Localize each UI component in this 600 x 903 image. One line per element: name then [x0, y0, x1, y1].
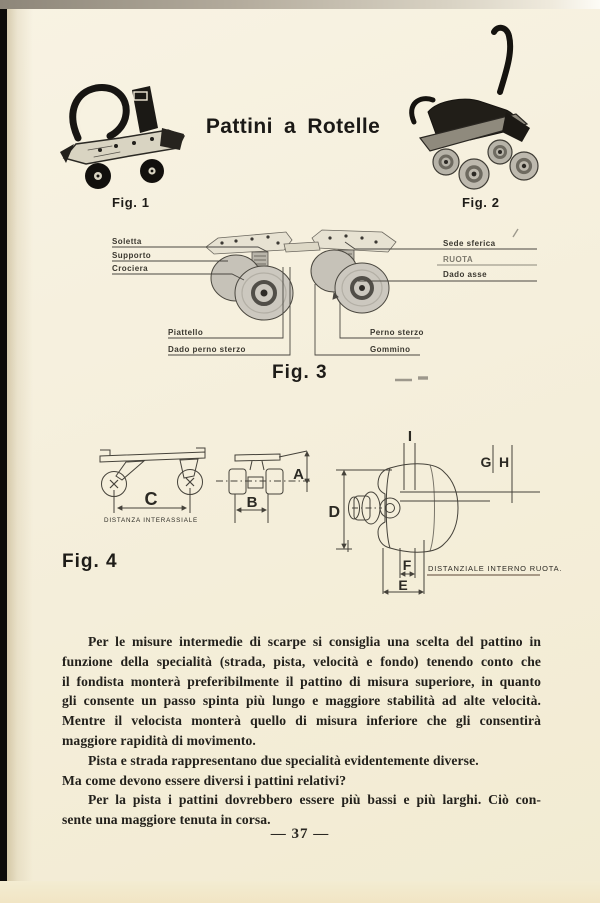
fig3-label-dado-perno-sterzo: Dado perno sterzo: [168, 345, 246, 354]
fig4-letter-i: I: [407, 428, 413, 445]
fig3-label-crociera: Crociera: [112, 264, 149, 273]
fig4-front-view: [216, 451, 310, 523]
fig4-letter-e: E: [398, 577, 408, 593]
fig4-letter-a: A: [293, 466, 304, 483]
body-line: gli consente un passo spinta più lungo e maggiore stabilità ad alte velocità.: [62, 693, 541, 709]
fig1-skate-image: [60, 86, 184, 189]
fig4-letter-f: F: [402, 557, 412, 573]
fig2-caption: Fig. 2: [462, 195, 500, 210]
body-line: funzione della specialità (strada, pista, velocità e fondo) tenendo conto che: [62, 653, 541, 669]
fig4-note-spacer: DISTANZIALE INTERNO RUOTA.: [428, 564, 563, 573]
fig3-label-sede-sferica: Sede sferica: [443, 239, 496, 248]
fig3-caption: Fig. 3: [272, 362, 328, 383]
fig4-letter-b: B: [246, 494, 258, 511]
fig1-caption: Fig. 1: [112, 195, 150, 210]
fig2-skate-image: [412, 28, 538, 189]
fig4-caption: Fig. 4: [62, 551, 118, 572]
body-line: Pista e strada rappresentano due specialità evidentemente diverse.: [88, 752, 479, 768]
fig3-label-gommino: Gommino: [370, 345, 411, 354]
body-line: Mentre il velocista monterà quello di misura inferiore che gli consentirà: [62, 713, 541, 729]
fig3-label-soletta: Soletta: [112, 237, 142, 246]
fig4-note-wheelbase: DISTANZA INTERASSIALE: [103, 517, 199, 524]
fig3-label-supporto: Supporto: [112, 251, 152, 260]
pencil-smudge: [395, 229, 518, 380]
fig4-letter-g: G: [480, 454, 492, 470]
fig4-letter-h: H: [498, 454, 510, 470]
body-line: il fondista monterà preferibilmente il pattino di misura superiore, in quanto: [62, 673, 541, 689]
fig3-label-dado-asse: Dado asse: [443, 270, 488, 279]
fig3-label-perno-sterzo: Perno sterzo: [370, 328, 424, 337]
body-text: [62, 632, 541, 830]
page-title: Pattini a Rotelle: [205, 115, 381, 139]
fig4-letter-d: D: [328, 504, 340, 521]
body-line: maggiore rapidità di movimento.: [62, 732, 256, 748]
body-line: Per la pista i pattini dovrebbero essere più bassi e più larghi. Ciò con-: [88, 792, 541, 808]
fig4-letter-c: C: [144, 489, 158, 509]
body-line: Ma come devono essere diversi i pattini relativi?: [62, 772, 347, 788]
fig3-label-piattello: Piattello: [168, 328, 204, 337]
body-line: sente una maggiore tenuta in corsa.: [62, 812, 271, 828]
fig3-label-ruota: RUOTA: [443, 255, 474, 264]
body-line: Per le misure intermedie di scarpe si consiglia una scelta del pattino in: [88, 634, 541, 649]
page-number: — 37 —: [270, 826, 330, 842]
